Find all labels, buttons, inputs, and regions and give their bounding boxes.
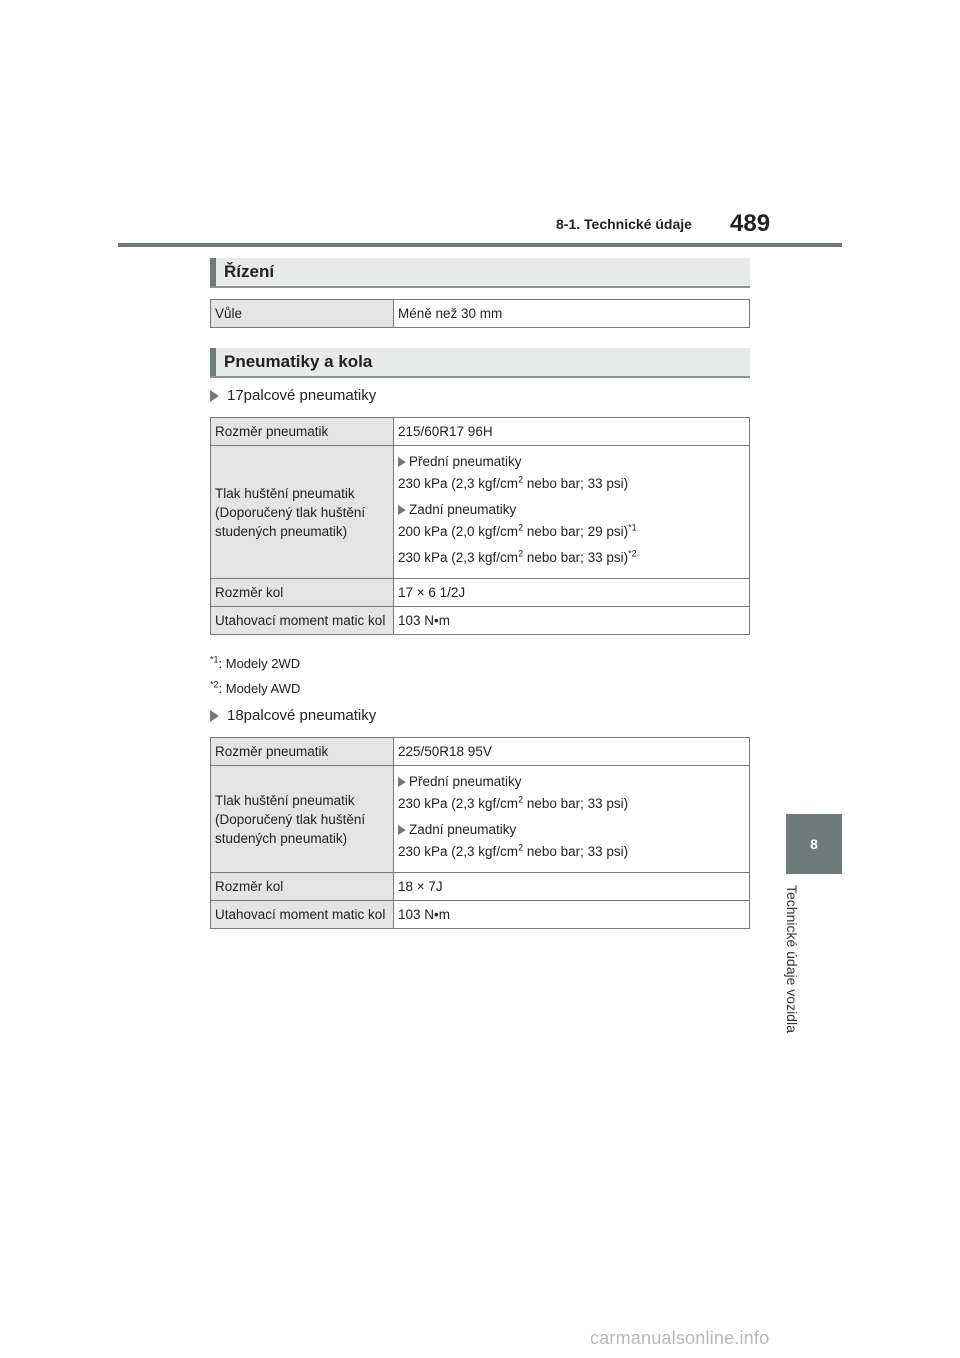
table-value: 18 × 7J [394, 873, 750, 901]
triangle-bullet-icon [398, 777, 406, 787]
value-text: nebo bar; 33 psi) [523, 796, 629, 811]
footnote-ref: *1 [628, 522, 637, 533]
superscript: 2 [518, 548, 524, 559]
bullet-text: Přední pneumatiky [409, 774, 522, 789]
triangle-bullet-icon [210, 710, 219, 722]
table-row [211, 446, 750, 579]
triangle-bullet-icon [398, 457, 406, 467]
chapter-label [780, 885, 808, 1055]
table-label: Tlak huštění pneumatik (Doporučený tlak huštění studených pneumatik) [211, 446, 394, 579]
bullet-text: Přední pneumatiky [409, 454, 522, 469]
heading-accent-bar [210, 348, 216, 376]
superscript: 2 [518, 474, 524, 485]
table-row [211, 766, 750, 873]
heading-accent-bar [210, 258, 216, 286]
footnote [210, 656, 300, 671]
triangle-bullet-icon [398, 505, 406, 515]
table-row [211, 607, 750, 635]
header-divider [118, 243, 842, 247]
rear-pressure-value-awd [398, 548, 745, 567]
subheading-text: 17palcové pneumatiky [227, 387, 377, 404]
subheading-17inch [210, 387, 376, 404]
bullet-text: Zadní pneumatiky [409, 822, 517, 837]
tires-17-table [210, 417, 750, 635]
table-value: 215/60R17 96H [394, 418, 750, 446]
subheading-18inch [210, 707, 376, 724]
value-text: nebo bar; 33 psi) [523, 550, 629, 565]
footnote-ref: *2 [628, 548, 637, 559]
subheading-text: 18palcové pneumatiky [227, 707, 377, 724]
value-text: 230 kPa (2,3 kgf/cm [398, 550, 519, 565]
footnote [210, 681, 300, 696]
table-row [211, 873, 750, 901]
table-row [211, 901, 750, 929]
table-label: Rozměr kol [211, 579, 394, 607]
table-label: Utahovací moment matic kol [211, 607, 394, 635]
table-label: Utahovací moment matic kol [211, 901, 394, 929]
triangle-bullet-icon [210, 390, 219, 402]
table-label: Tlak huštění pneumatik (Doporučený tlak huštění studených pneumatik) [211, 766, 394, 873]
page-number: 489 [730, 210, 771, 237]
section-title: Pneumatiky a kola [224, 352, 373, 371]
superscript: 2 [518, 842, 524, 853]
section-reference: 8-1. Technické údaje [556, 216, 692, 232]
value-text: 230 kPa (2,3 kgf/cm [398, 796, 519, 811]
chapter-number: 8 [810, 836, 818, 852]
table-row [211, 738, 750, 766]
footnote-mark: *1 [210, 654, 219, 665]
value-text: 230 kPa (2,3 kgf/cm [398, 844, 519, 859]
table-row [211, 579, 750, 607]
watermark: carmanualsonline.info [590, 1328, 770, 1348]
bullet-text: Zadní pneumatiky [409, 502, 517, 517]
value-text: nebo bar; 33 psi) [523, 844, 629, 859]
superscript: 2 [518, 522, 524, 533]
table-label: Rozměr kol [211, 873, 394, 901]
value-text: nebo bar; 29 psi) [523, 524, 629, 539]
table-label: Vůle [211, 300, 394, 328]
rear-tires-label [398, 820, 745, 839]
front-tires-label [398, 772, 745, 791]
rear-pressure-value-2wd [398, 522, 745, 541]
footnote-mark: *2 [210, 679, 219, 690]
front-tires-label [398, 452, 745, 471]
table-value: 103 N•m [394, 607, 750, 635]
rear-pressure-value [398, 842, 745, 861]
front-pressure-value [398, 474, 745, 493]
section-title: Řízení [224, 262, 275, 281]
table-row [211, 418, 750, 446]
table-value: 225/50R18 95V [394, 738, 750, 766]
triangle-bullet-icon [398, 825, 406, 835]
table-value [394, 766, 750, 873]
table-value [394, 446, 750, 579]
footnote-text: : Modely AWD [218, 681, 301, 696]
rear-tires-label [398, 500, 745, 519]
table-value: 17 × 6 1/2J [394, 579, 750, 607]
chapter-label-text: Technické údaje vozidla [784, 885, 800, 1033]
section-heading-tires [210, 348, 750, 378]
front-pressure-value [398, 794, 745, 813]
steering-table [210, 299, 750, 328]
superscript: 2 [518, 794, 524, 805]
table-label: Rozměr pneumatik [211, 738, 394, 766]
table-label: Rozměr pneumatik [211, 418, 394, 446]
footnote-text: : Modely 2WD [218, 656, 301, 671]
table-row [211, 300, 750, 328]
section-heading-steering [210, 258, 750, 288]
value-text: 230 kPa (2,3 kgf/cm [398, 476, 519, 491]
table-value: Méně než 30 mm [394, 300, 750, 328]
tires-18-table [210, 737, 750, 929]
table-value: 103 N•m [394, 901, 750, 929]
value-text: nebo bar; 33 psi) [523, 476, 629, 491]
value-text: 200 kPa (2,0 kgf/cm [398, 524, 519, 539]
chapter-tab [786, 814, 842, 874]
